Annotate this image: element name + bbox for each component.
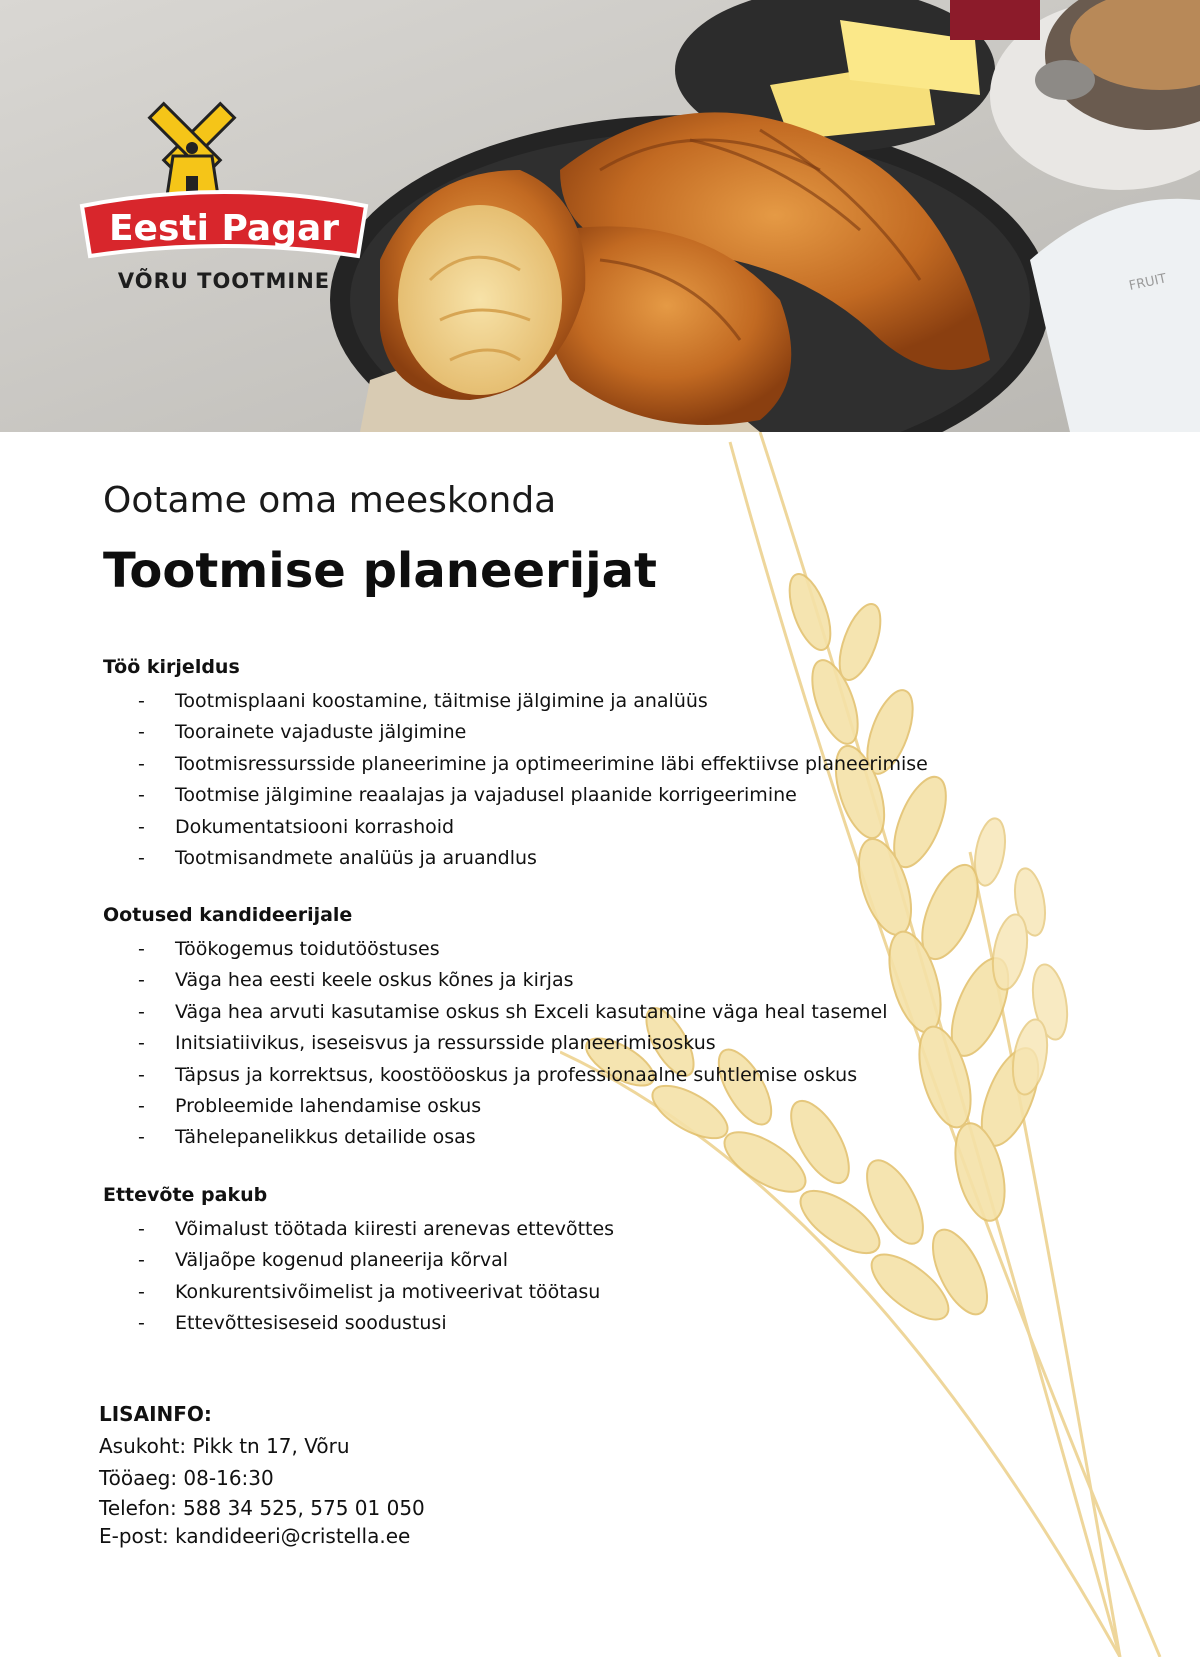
- info-phone: Telefon: 588 34 525, 575 01 050: [99, 1496, 425, 1520]
- bullet-dash: -: [138, 1249, 145, 1272]
- intro-heading: Ootame oma meeskonda: [103, 480, 557, 521]
- bullet-dash: -: [138, 721, 145, 744]
- list-item: - Töökogemus toidutööstuses: [103, 934, 1003, 965]
- info-email: E-post: kandideeri@cristella.ee: [99, 1524, 411, 1548]
- list-item: - Võimalust töötada kiiresti arenevas ettevõttes: [103, 1214, 1003, 1245]
- bullet-dash: -: [138, 815, 145, 838]
- list-item: - Ettevõttesiseseid soodustusi: [103, 1308, 1003, 1339]
- bullet-dash: -: [138, 1126, 145, 1149]
- list-item: - Konkurentsivõimelist ja motiveerivat töötasu: [103, 1277, 1003, 1308]
- brand-name: Eesti Pagar: [108, 208, 340, 249]
- job-title: Tootmise planeerijat: [103, 543, 657, 599]
- bullet-dash: -: [138, 1000, 145, 1023]
- cup-label: FRUIT: [1127, 271, 1168, 294]
- section-company-offers: [103, 1182, 1003, 1340]
- list-item: - Väga hea eesti keele oskus kõnes ja kirjas: [103, 965, 1003, 996]
- bullet-list: [103, 1214, 1003, 1340]
- list-item: - Väga hea arvuti kasutamise oskus sh Exceli kasutamine väga heal tasemel: [103, 997, 1003, 1028]
- bullet-dash: -: [138, 847, 145, 870]
- bullet-dash: -: [138, 1312, 145, 1335]
- bullet-list: [103, 934, 1003, 1154]
- info-heading: LISAINFO:: [99, 1402, 212, 1426]
- list-item: - Initsiatiivikus, iseseisvus ja ressursside planeerimisoskus: [103, 1028, 1003, 1059]
- info-hours: Tööaeg: 08-16:30: [99, 1466, 274, 1490]
- info-location: Asukoht: Pikk tn 17, Võru: [99, 1434, 350, 1458]
- bullet-dash: -: [138, 1063, 145, 1086]
- bullet-dash: -: [138, 1218, 145, 1240]
- list-item: - Täpsus ja korrektsus, koostööoskus ja professionaalne suhtlemise oskus: [103, 1060, 1003, 1091]
- bullet-dash: -: [138, 969, 145, 992]
- bullet-dash: -: [138, 784, 145, 807]
- section-job-description: [103, 654, 1003, 874]
- list-item: - Tähelepanelikkus detailide osas: [103, 1122, 1003, 1153]
- list-item: - Toorainete vajaduste jälgimine: [103, 717, 1003, 748]
- bullet-dash: -: [138, 1032, 145, 1055]
- section-title: Töö kirjeldus: [103, 656, 240, 678]
- contact-info: [99, 1398, 425, 1550]
- list-item: - Dokumentatsiooni korrashoid: [103, 812, 1003, 843]
- list-item: - Tootmisressursside planeerimine ja optimeerimine läbi effektiivse planeerimise: [103, 749, 1003, 780]
- bullet-dash: -: [138, 1095, 145, 1118]
- bullet-list: [103, 686, 1003, 874]
- bullet-dash: -: [138, 938, 145, 960]
- section-title: Ettevõte pakub: [103, 1184, 268, 1206]
- bullet-dash: -: [138, 752, 145, 775]
- section-title: Ootused kandideerijale: [103, 904, 353, 926]
- list-item: - Probleemide lahendamise oskus: [103, 1091, 1003, 1122]
- list-item: - Väljaõpe kogenud planeerija kõrval: [103, 1245, 1003, 1276]
- list-item: - Tootmisandmete analüüs ja aruandlus: [103, 843, 1003, 874]
- bullet-dash: -: [138, 690, 145, 712]
- brand-subtitle: VÕRU TOOTMINE: [117, 269, 331, 293]
- section-candidate-expectations: [103, 902, 1003, 1154]
- bullet-dash: -: [138, 1280, 145, 1303]
- list-item: - Tootmisplaani koostamine, täitmise jälgimine ja analüüs: [103, 686, 1003, 717]
- list-item: - Tootmise jälgimine reaalajas ja vajadusel plaanide korrigeerimine: [103, 780, 1003, 811]
